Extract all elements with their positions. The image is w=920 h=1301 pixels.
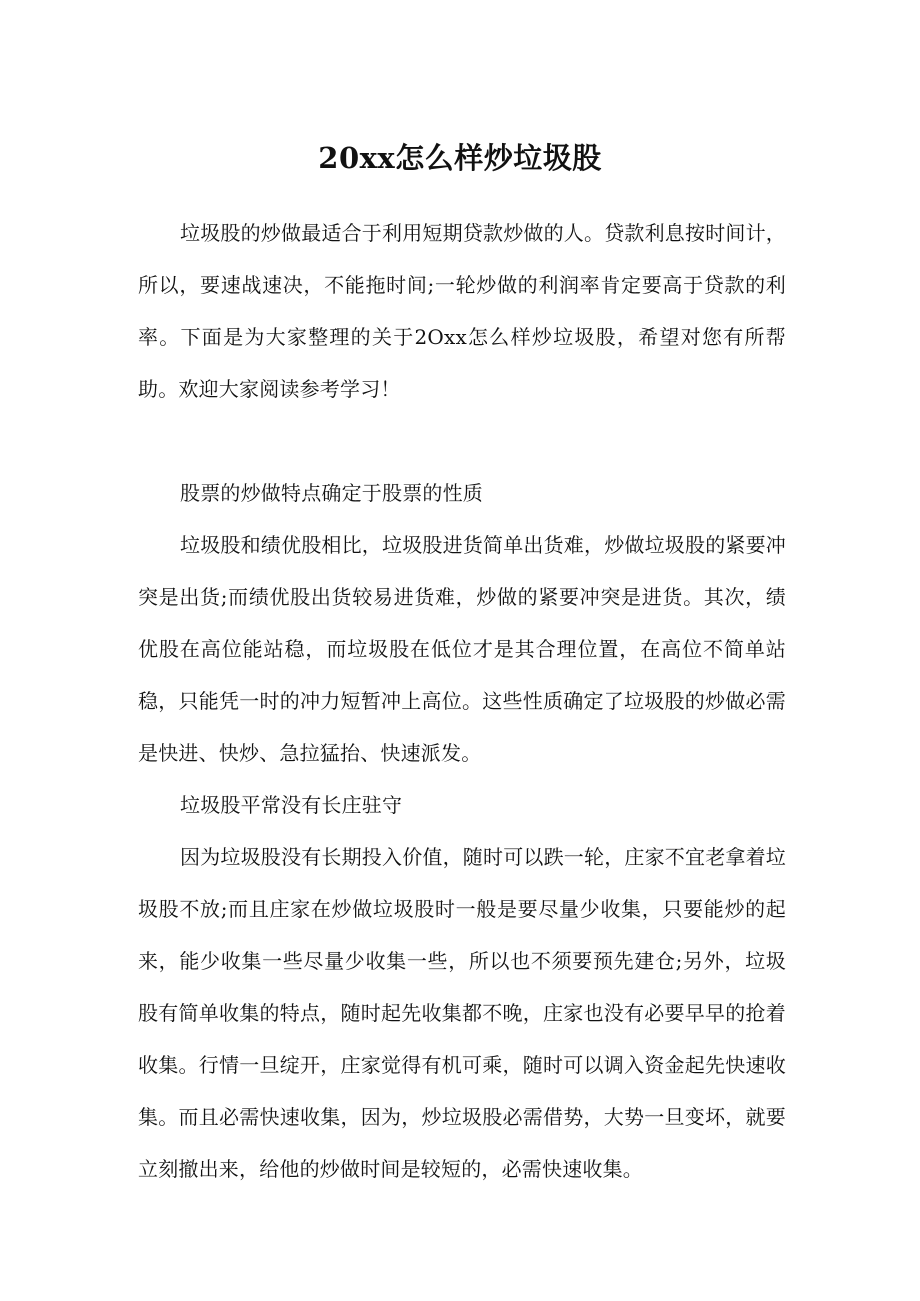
- section-heading-nature: 股票的炒做特点确定于股票的性质: [180, 481, 483, 505]
- section-paragraph-nature: 垃圾股和绩优股相比，垃圾股进货简单出货难，炒做垃圾股的紧要冲突是出货;而绩优股出货较易进货难，炒做的紧要冲突是进货。其次，绩优股在高位能站稳，而垃圾股在低位才是其合理位置，在高位不简单站稳，只能凭一时的冲力短暂冲上高位。这些性质确定了垃圾股的炒做必需是快进、快炒、急拉猛抬、快速派发。: [138, 533, 786, 765]
- section-heading-no-long-term-dealer: 垃圾股平常没有长庄驻守: [180, 793, 403, 817]
- paragraph-gap: [138, 415, 786, 467]
- section-paragraph-no-long-term-dealer: 因为垃圾股没有长期投入价值，随时可以跌一轮，庄家不宜老拿着垃圾股不放;而且庄家在炒做垃圾股时一般是要尽量少收集，只要能炒的起来，能少收集一些尽量少收集一些，所以也不须要预先建仓;另外，垃圾股有简单收集的特点，随时起先收集都不晚，庄家也没有必要早早的抢着收集。行情一旦绽开，庄家觉得有机可乘，随时可以调入资金起先快速收集。而且必需快速收集，因为，炒垃圾股必需借势，大势一旦变坏，就要立刻撤出来，给他的炒做时间是较短的，必需快速收集。: [138, 845, 786, 1181]
- document-body: [138, 207, 786, 1195]
- intro-paragraph: 垃圾股的炒做最适合于利用短期贷款炒做的人。贷款利息按时间计，所以，要速战速决，不能拖时间;一轮炒做的利润率肯定要高于贷款的利率。下面是为大家整理的关于2Oxx怎么样炒垃圾股，希望对您有所帮助。欢迎大家阅读参考学习！: [138, 221, 786, 401]
- document-title: 20xx怎么样炒垃圾股: [318, 141, 602, 175]
